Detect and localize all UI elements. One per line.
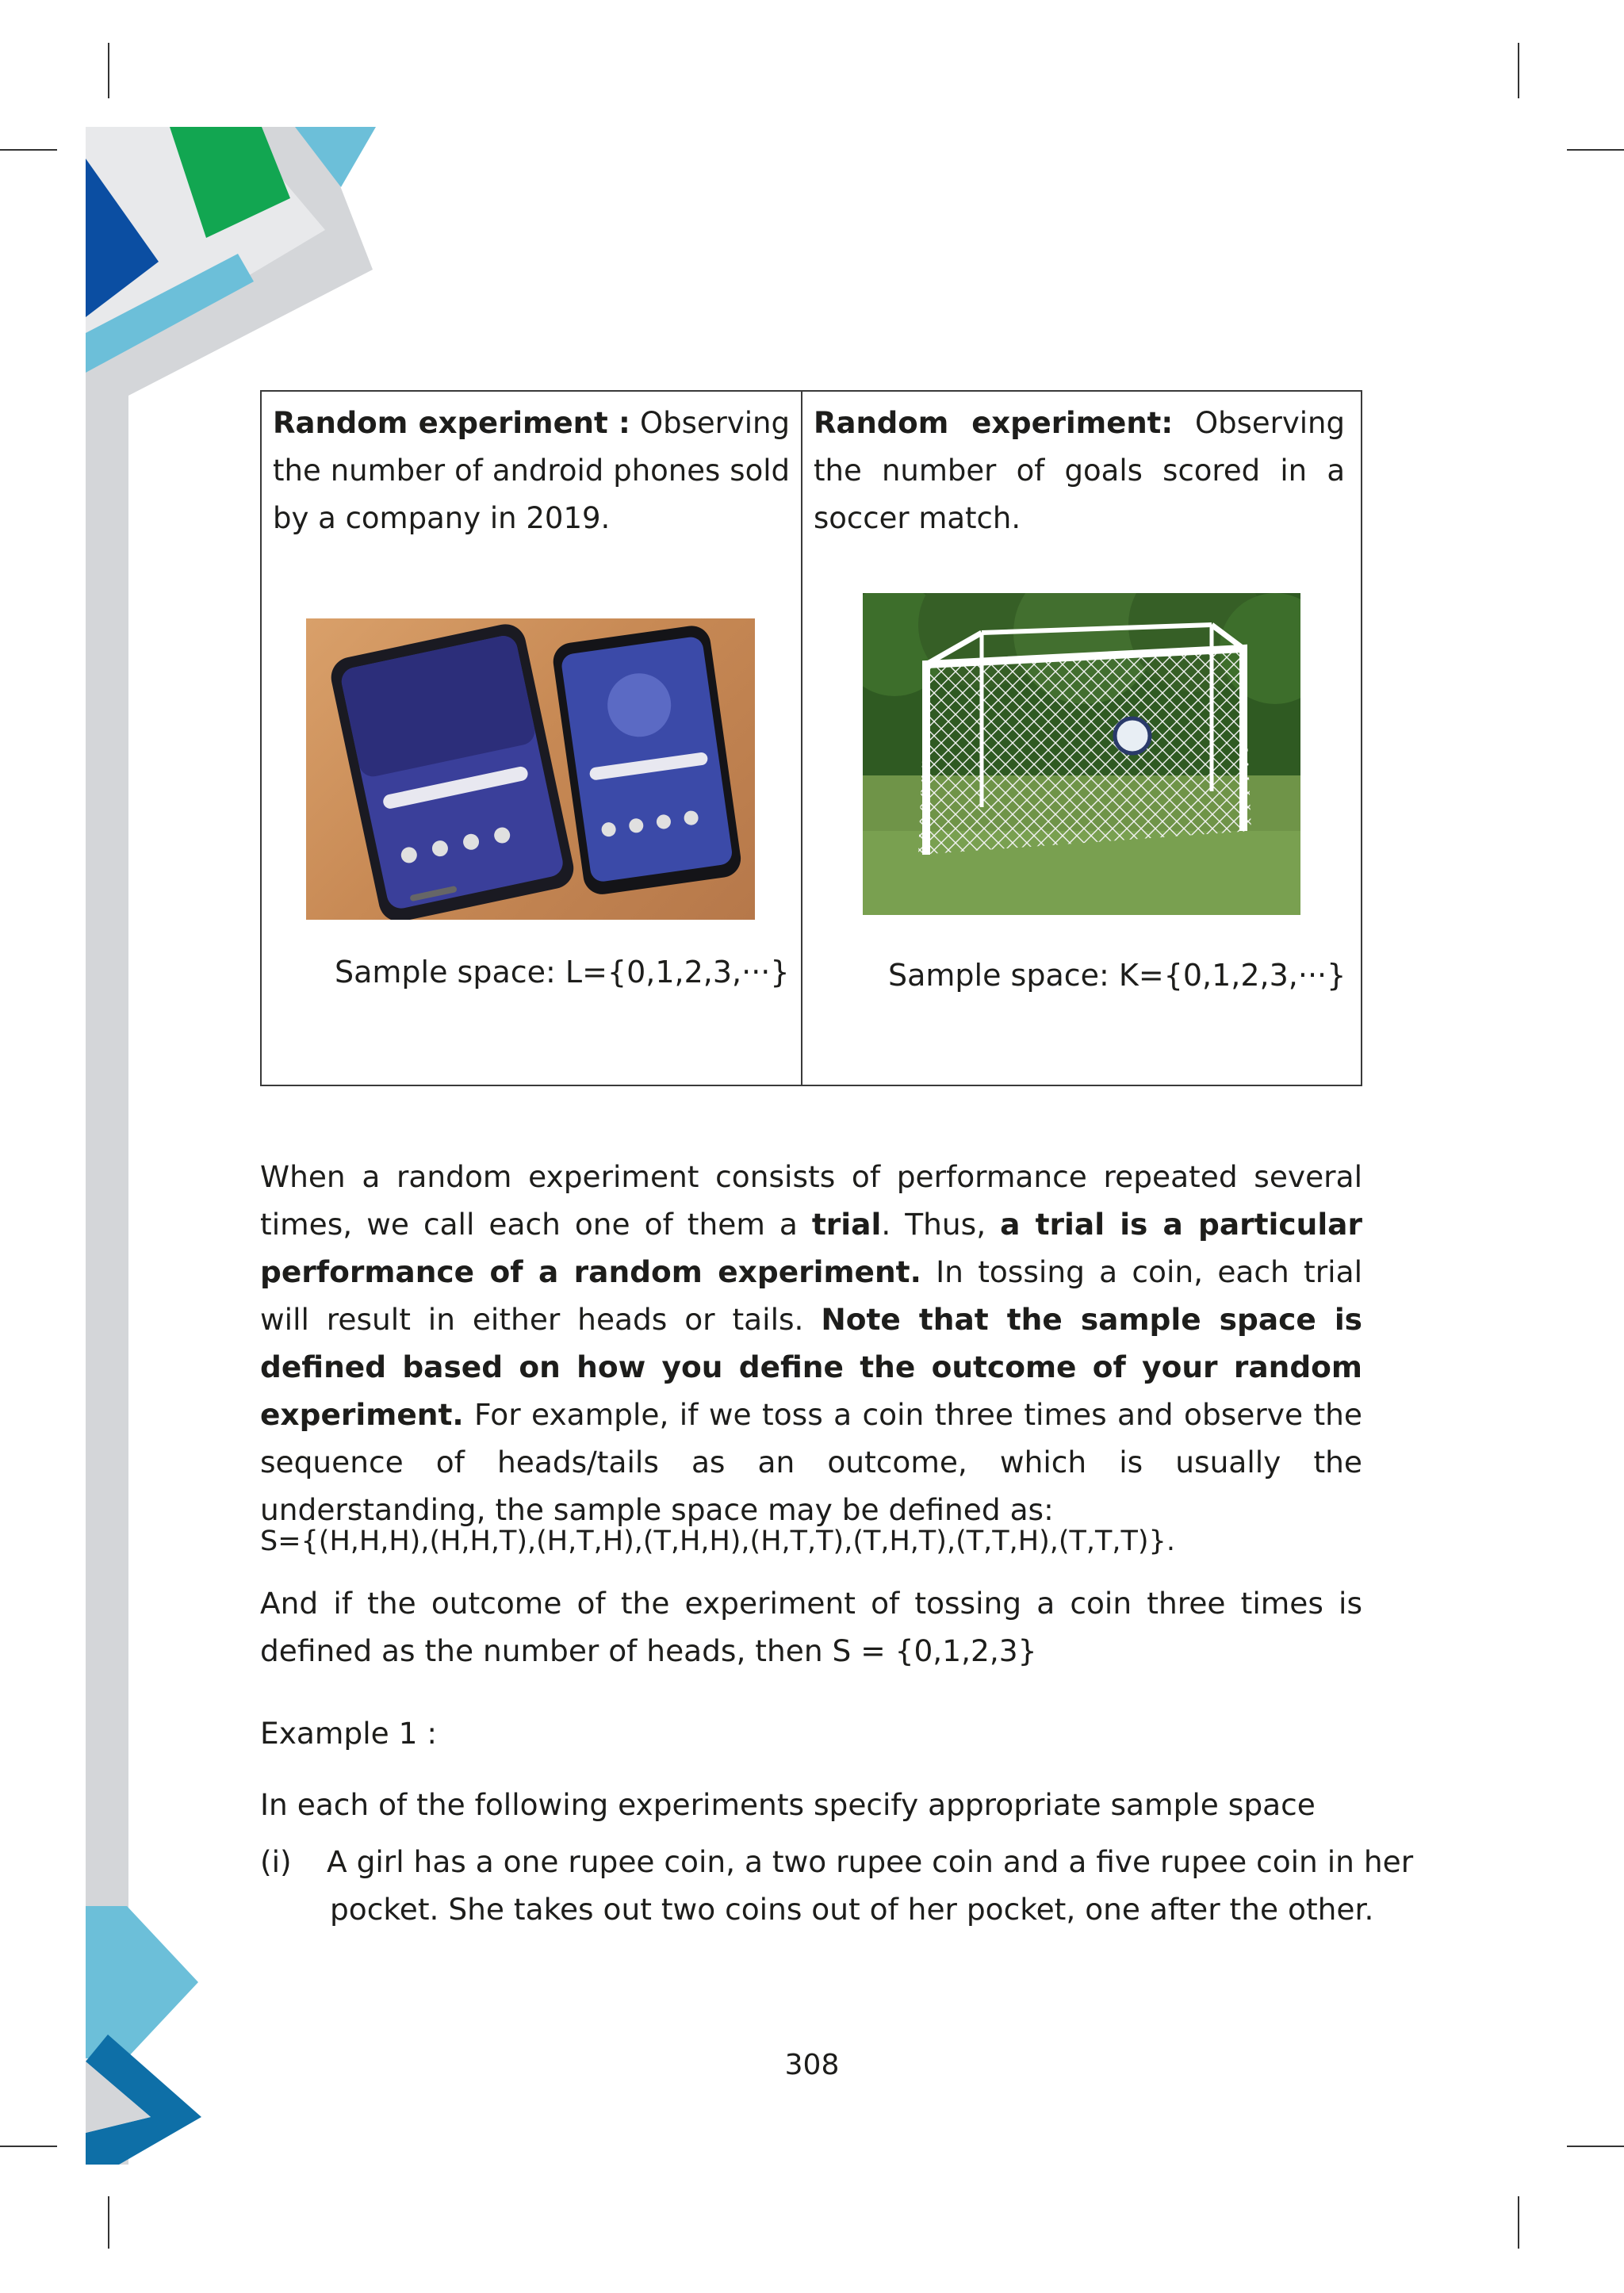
right-cell-description: Observing the number of goals scored in a soccer match. [814, 406, 1345, 535]
para1-bold-2: a trial is a particular performance of a random experiment. [260, 1207, 1362, 1289]
soccer-goal-image [863, 593, 1300, 915]
item-line-1: A girl has a one rupee coin, a two rupee coin and a five rupee coin in her [327, 1844, 1414, 1879]
number-of-heads-paragraph: And if the outcome of the experiment of tossing a coin three times is defined as the number of heads, then S = {0,1,2,3} [260, 1586, 1362, 1668]
page-number: 308 [784, 2049, 840, 2081]
example-instruction: In each of the following experiments specify appropriate sample space [260, 1787, 1316, 1822]
left-cell-heading: Random experiment : [273, 406, 630, 440]
table-divider [801, 392, 802, 1085]
item-marker: (i) [260, 1844, 292, 1879]
right-cell-heading: Random experiment: [814, 406, 1174, 440]
para1-bold-3: Note that the sample space is defined based on how you define the outcome of your random experiment. [260, 1302, 1362, 1432]
para1-text-4: For example, if we toss a coin three times and observe the sequence of heads/tails as an outcome, which is usually the understanding, the sample space may be defined as: [260, 1397, 1362, 1527]
left-cell-text [273, 400, 790, 542]
trial-paragraph [260, 1153, 1362, 1533]
right-cell-text [814, 400, 1345, 542]
para1-bold-1: trial [811, 1207, 882, 1242]
example-title: Example 1 : [260, 1716, 438, 1751]
right-sample-space: Sample space: K={0,1,2,3,···} [888, 958, 1346, 993]
sample-space-set: S={(H,H,H),(H,H,T),(H,T,H),(T,H,H),(H,T,T),(T,H,T),(T,T,H),(T,T,T)}. [260, 1525, 1175, 1557]
para1-text-3: In tossing a coin, each trial will result in either heads or tails. [260, 1254, 1362, 1337]
android-phones-image [306, 618, 755, 920]
para1-text-1: When a random experiment consists of performance repeated several times, we call each one of them a [260, 1159, 1362, 1242]
item-line-2: pocket. She takes out two coins out of her pocket, one after the other. [330, 1892, 1374, 1927]
left-sample-space: Sample space: L={0,1,2,3,···} [335, 955, 790, 990]
left-cell-description: Observing the number of android phones sold by a company in 2019. [273, 406, 790, 535]
para1-text-2: . Thus, [881, 1207, 1001, 1242]
